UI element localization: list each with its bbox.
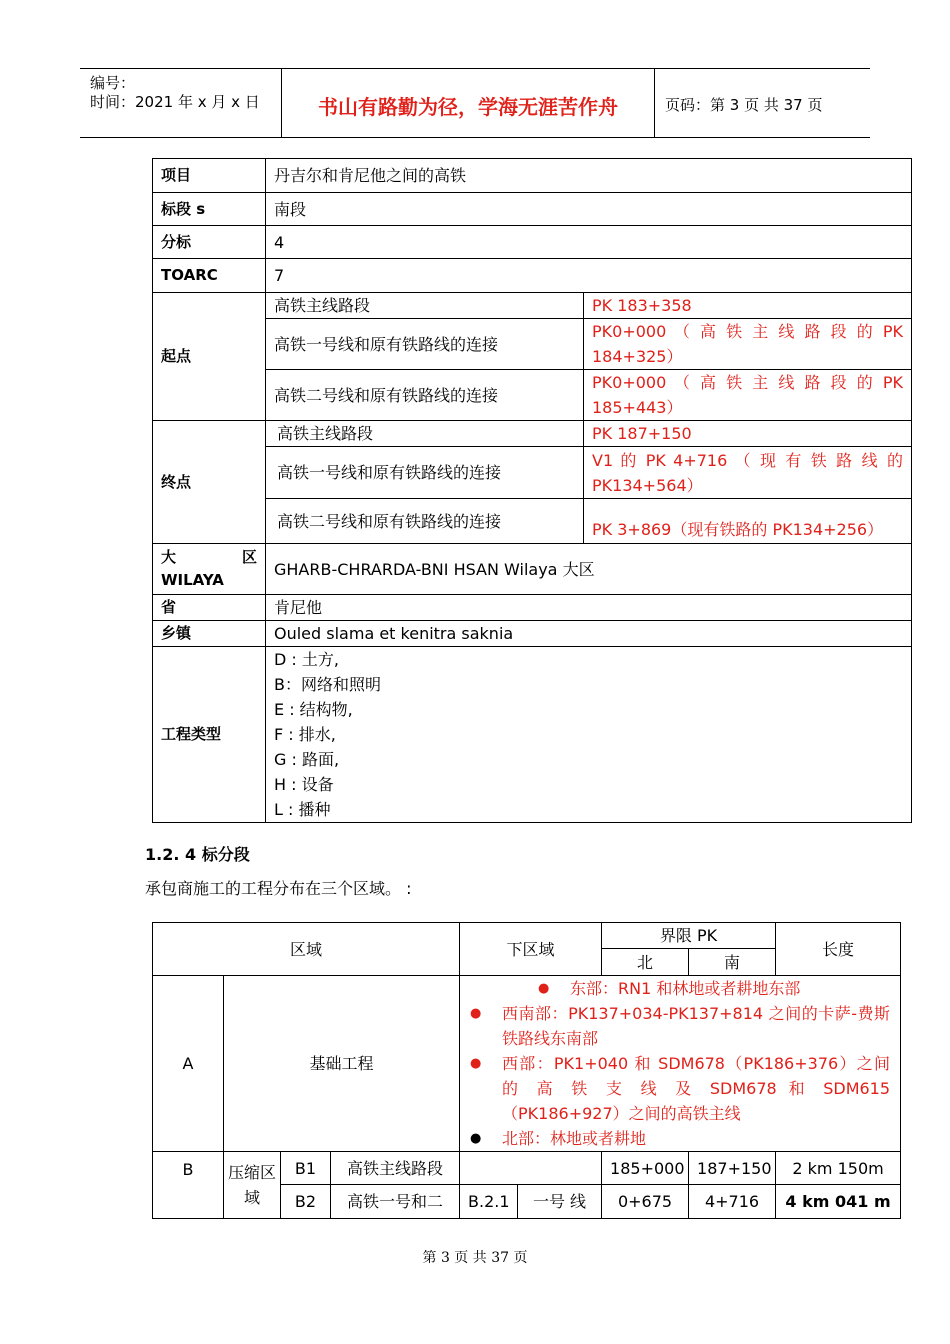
b2-length: 4 km 041 m <box>776 1185 901 1219</box>
table-row <box>153 499 912 544</box>
intro-paragraph: 承包商施工的工程分布在三个区域。 : <box>145 879 412 898</box>
end-desc: 高铁主线路段 <box>266 421 584 447</box>
b1-length: 2 km 150m <box>776 1152 901 1185</box>
start-desc: 高铁主线路段 <box>266 293 584 319</box>
section-value: 南段 <box>266 193 912 226</box>
toarc-label: TOARC <box>153 259 266 293</box>
work-type-item: H : 设备 <box>274 775 334 794</box>
town-value: Ouled slama et kenitra saknia <box>266 621 912 647</box>
lot-value: 4 <box>266 226 912 259</box>
page-footer: 第 3 页 共 37 页 <box>422 1250 528 1266</box>
table-row <box>153 319 912 370</box>
end-label: 终点 <box>153 421 266 544</box>
zone-header: 区域 <box>153 923 460 976</box>
province-label: 省 <box>153 595 266 621</box>
list-item: ● 东部：RN1 和林地或者耕地东部 <box>538 976 890 1001</box>
start-pk: PK0+000 （ 高 铁 主 线 路 段 的 PK 184+325） <box>584 319 912 370</box>
end-pk: PK 187+150 <box>584 421 912 447</box>
start-label: 起点 <box>153 293 266 421</box>
region-value: GHARB-CHRARDA-BNI HSAN Wilaya 大区 <box>266 544 912 595</box>
b1-south: 187+150 <box>689 1152 776 1185</box>
section-label: 标段 s <box>153 193 266 226</box>
table-row <box>153 647 912 823</box>
b2-south: 4+716 <box>689 1185 776 1219</box>
zone-b-name: 压缩区域 <box>224 1152 281 1219</box>
header-time: 时间：2021 年 x 月 x 日 <box>90 93 260 111</box>
end-pk: V1 的 PK 4+716 （ 现 有 铁 路 线 的 PK134+564） <box>584 447 912 499</box>
zone-b-code: B <box>153 1152 224 1219</box>
town-label: 乡镇 <box>153 621 266 647</box>
end-pk: PK 3+869（现有铁路的 PK134+256） <box>584 499 912 544</box>
section-heading: 1.2. 4 标分段 <box>145 845 250 864</box>
zone-a-name: 基础工程 <box>224 976 460 1152</box>
end-desc: 高铁一号线和原有铁路线的连接 <box>266 447 584 499</box>
b1-name: 高铁主线路段 <box>331 1152 460 1185</box>
header-page-number: 页码：第 3 页 共 37 页 <box>665 96 823 114</box>
table-row <box>153 421 912 447</box>
page-header <box>80 68 870 138</box>
b2-sub-name: 一号 线 <box>518 1185 602 1219</box>
limit-header: 界限 PK <box>602 923 776 949</box>
table-row <box>153 923 901 949</box>
lot-label: 分标 <box>153 226 266 259</box>
table-row <box>153 595 912 621</box>
b1-north: 185+000 <box>602 1152 689 1185</box>
b1-subzone <box>460 1152 602 1185</box>
header-page-cell <box>654 69 871 137</box>
table-row <box>153 976 901 1152</box>
toarc-value: 7 <box>266 259 912 293</box>
list-item: ● 西部：PK1+040 和 SDM678（PK186+376）之间的 高 铁 支 线 及 SDM678 和 SDM615（PK186+927）之间的高铁主线 <box>470 1051 890 1126</box>
province-value: 肯尼他 <box>266 595 912 621</box>
table-row <box>153 259 912 293</box>
table-row <box>153 370 912 421</box>
table-row <box>153 159 912 193</box>
region-label <box>153 544 266 595</box>
north-header: 北 <box>602 949 689 976</box>
work-type-item: B：网络和照明 <box>274 675 381 694</box>
start-desc: 高铁一号线和原有铁路线的连接 <box>266 319 584 370</box>
table-row <box>153 447 912 499</box>
b2-north: 0+675 <box>602 1185 689 1219</box>
b2-code: B2 <box>281 1185 331 1219</box>
header-meta-cell <box>80 69 282 137</box>
zone-table <box>152 922 901 1219</box>
project-label: 项目 <box>153 159 266 193</box>
table-row <box>153 226 912 259</box>
list-item: ● 北部：林地或者耕地 <box>470 1126 890 1151</box>
subzone-header: 下区域 <box>460 923 602 976</box>
work-type-item: D : 土方, <box>274 650 339 669</box>
project-value: 丹吉尔和肯尼他之间的高铁 <box>266 159 912 193</box>
length-header: 长度 <box>776 923 901 976</box>
work-type-item: E : 结构物, <box>274 700 353 719</box>
start-desc: 高铁二号线和原有铁路线的连接 <box>266 370 584 421</box>
header-number: 编号： <box>90 74 136 92</box>
b2-name: 高铁一号和二 <box>331 1185 460 1219</box>
b2-sub-code: B.2.1 <box>460 1185 518 1219</box>
work-type-label: 工程类型 <box>153 647 266 823</box>
table-row <box>153 293 912 319</box>
region-label-en: WILAYA <box>161 571 224 589</box>
work-type-item: G : 路面, <box>274 750 340 769</box>
header-motto: 书山有路勤为径，学海无涯苦作舟 <box>318 95 618 119</box>
table-row <box>153 544 912 595</box>
b1-code: B1 <box>281 1152 331 1185</box>
work-type-list <box>266 647 912 823</box>
end-desc: 高铁二号线和原有铁路线的连接 <box>266 499 584 544</box>
table-row <box>153 193 912 226</box>
work-type-item: F : 排水, <box>274 725 336 744</box>
south-header: 南 <box>689 949 776 976</box>
region-label-cn: 大 区 <box>161 548 257 566</box>
zone-a-description <box>460 976 901 1152</box>
work-type-item: L : 播种 <box>274 800 331 819</box>
project-info-table <box>152 158 912 823</box>
start-pk: PK 183+358 <box>584 293 912 319</box>
list-item: ● 西南部：PK137+034-PK137+814 之间的卡萨-费斯铁路线东南部 <box>470 1001 890 1051</box>
table-row <box>153 621 912 647</box>
table-row <box>153 1152 901 1185</box>
start-pk: PK0+000 （ 高 铁 主 线 路 段 的 PK 185+443） <box>584 370 912 421</box>
zone-a-code: A <box>153 976 224 1152</box>
